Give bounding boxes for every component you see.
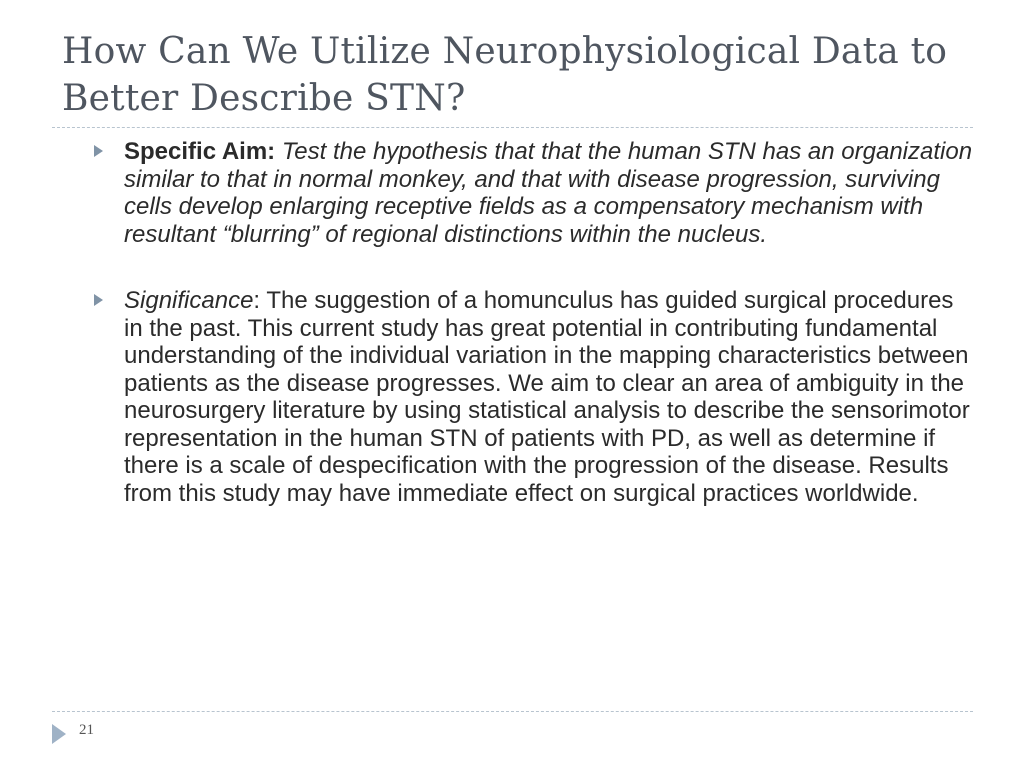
significance-text: The suggestion of a homunculus has guided surgical procedures in the past. This current study has great potential in contributing fundamental understanding of the individual variation in the mapping characteristics between patients as the disease progresses. We aim to clear an area of ambiguity in the neurosurgery literature by using statistical analysis to describe the sensorimotor representation in the human STN of patients with PD, as well as determine if there is a scale of despecification with the progression of the disease. Results from this study may have immediate effect on surgical practices worldwide.: [124, 287, 970, 507]
footer-divider: [52, 711, 973, 712]
significance-separator: :: [253, 287, 261, 314]
specific-aim-label: Specific Aim:: [124, 138, 276, 165]
specific-aim-text: Test the hypothesis that that the human STN has an organization similar to that in normal monkey, and that with disease progression, surviving cells develop enlarging receptive fields as a compensatory mechanism with resultant “blurring” of regional distinctions within the nucleus.: [124, 138, 973, 248]
footer-arrow-icon: [52, 724, 66, 744]
title-divider: [52, 127, 973, 128]
page-number: 21: [79, 722, 94, 738]
bullet-specific-aim: [94, 138, 974, 248]
bullet-arrow-icon: [94, 294, 103, 306]
slide-content: [94, 138, 974, 507]
significance-label: Significance: [124, 287, 254, 314]
bullet-arrow-icon: [94, 145, 103, 157]
slide-title: How Can We Utilize Neurophysiological Data to Better Describe STN?: [62, 31, 948, 119]
bullet-significance: [94, 287, 974, 507]
